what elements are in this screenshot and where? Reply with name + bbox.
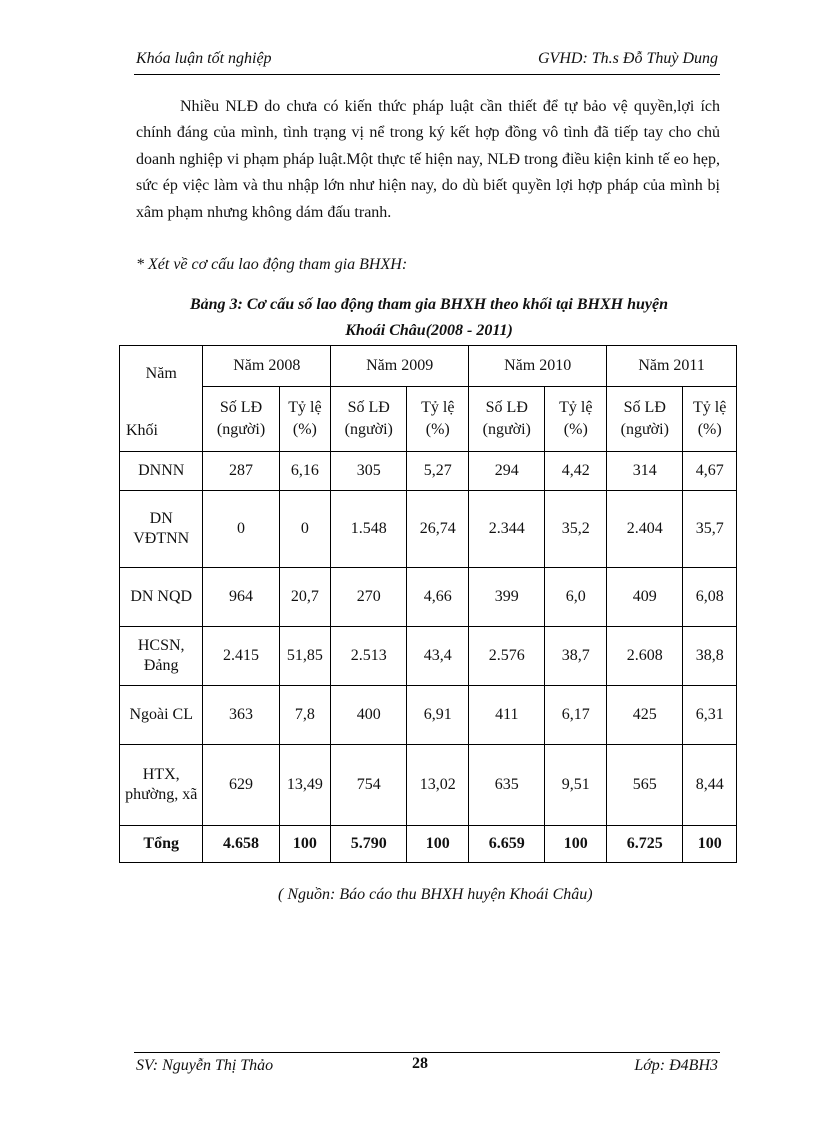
- table-cell: 629: [203, 745, 279, 826]
- table-corner-header: [120, 346, 203, 452]
- table-cell: 6,17: [545, 686, 607, 745]
- table-cell: 6,0: [545, 568, 607, 627]
- table-cell: 964: [203, 568, 279, 627]
- table-cell: 411: [469, 686, 545, 745]
- table-cell: 6.725: [607, 826, 683, 863]
- ratio-header: Tỷ lệ (%): [683, 387, 737, 452]
- table-cell: 635: [469, 745, 545, 826]
- row-label: Ngoài CL: [120, 686, 203, 745]
- row-label: Tổng: [120, 826, 203, 863]
- table-cell: 9,51: [545, 745, 607, 826]
- row-label: DN VĐTNN: [120, 491, 203, 568]
- table-cell: 1.548: [331, 491, 407, 568]
- footer-student: SV: Nguyễn Thị Thảo: [136, 1057, 274, 1074]
- year-header: Năm 2009: [331, 346, 469, 387]
- body-paragraph: Nhiều NLĐ do chưa có kiến thức pháp luật cần thiết để tự bảo vệ quyền,lợi ích chính đáng của mình, tình trạng vị nể trong ký kết hợp đồng vô tình đã tiếp tay cho chủ doanh nghiệp vi phạm pháp luật.Một thực tế hiện nay, NLĐ trong điều kiện kinh tế eo hẹp, sức ép việc làm và thu nhập lớn như hiện nay, do dù biết quyền lợi hợp pháp của mình bị xâm phạm nhưng không dám đấu tranh.: [136, 98, 720, 221]
- table-cell: 0: [279, 491, 331, 568]
- table-cell: 100: [683, 826, 737, 863]
- table-caption: [120, 292, 738, 344]
- page-footer: [134, 1052, 720, 1077]
- table-cell: 2.404: [607, 491, 683, 568]
- table-cell: 6,16: [279, 452, 331, 491]
- row-label: DN NQD: [120, 568, 203, 627]
- table-cell: 294: [469, 452, 545, 491]
- table-cell: 4.658: [203, 826, 279, 863]
- table-cell: 100: [279, 826, 331, 863]
- table-cell: 4,66: [407, 568, 469, 627]
- ratio-header: Tỷ lệ (%): [279, 387, 331, 452]
- table-cell: 43,4: [407, 627, 469, 686]
- table-cell: 4,42: [545, 452, 607, 491]
- page-header: [134, 48, 720, 75]
- table-cell: 314: [607, 452, 683, 491]
- table-cell: 7,8: [279, 686, 331, 745]
- count-header: Số LĐ (người): [203, 387, 279, 452]
- table-cell: 425: [607, 686, 683, 745]
- table-row: [120, 452, 737, 491]
- table-cell: 0: [203, 491, 279, 568]
- table-cell: 305: [331, 452, 407, 491]
- table-cell: 35,7: [683, 491, 737, 568]
- year-header: Năm 2010: [469, 346, 607, 387]
- table-cell: 400: [331, 686, 407, 745]
- table-cell: 2.415: [203, 627, 279, 686]
- year-header: Năm 2011: [607, 346, 737, 387]
- table-cell: 26,74: [407, 491, 469, 568]
- corner-sector-label: Khối: [126, 422, 158, 439]
- table-cell: 51,85: [279, 627, 331, 686]
- table-row: [120, 627, 737, 686]
- table-cell: 287: [203, 452, 279, 491]
- count-header: Số LĐ (người): [469, 387, 545, 452]
- table-cell: 6,31: [683, 686, 737, 745]
- table-cell: 565: [607, 745, 683, 826]
- labor-structure-table: [119, 345, 737, 863]
- ratio-header: Tỷ lệ (%): [407, 387, 469, 452]
- table-cell: 754: [331, 745, 407, 826]
- row-label: HTX, phường, xã: [120, 745, 203, 826]
- table-cell: 6,91: [407, 686, 469, 745]
- table-cell: 13,49: [279, 745, 331, 826]
- total-row: [120, 826, 737, 863]
- table-cell: 399: [469, 568, 545, 627]
- table-cell: 100: [407, 826, 469, 863]
- table-cell: 35,2: [545, 491, 607, 568]
- table-cell: 363: [203, 686, 279, 745]
- row-label: DNNN: [120, 452, 203, 491]
- table-cell: 2.344: [469, 491, 545, 568]
- count-header: Số LĐ (người): [331, 387, 407, 452]
- table-cell: 100: [545, 826, 607, 863]
- table-cell: 4,67: [683, 452, 737, 491]
- table-source: ( Nguồn: Báo cáo thu BHXH huyện Khoái Châu): [278, 886, 593, 903]
- footer-class: Lớp: Đ4BH3: [634, 1057, 718, 1074]
- caption-line-1: Bảng 3: Cơ cấu số lao động tham gia BHXH theo khối tại BHXH huyện: [189, 296, 668, 313]
- caption-line-2: Khoái Châu(2008 - 2011): [345, 322, 513, 339]
- table-cell: 13,02: [407, 745, 469, 826]
- table-row: [120, 686, 737, 745]
- table-cell: 5.790: [331, 826, 407, 863]
- table-cell: 6,08: [683, 568, 737, 627]
- year-header: Năm 2008: [203, 346, 331, 387]
- section-note: * Xét về cơ cấu lao động tham gia BHXH:: [136, 256, 408, 273]
- table-cell: 8,44: [683, 745, 737, 826]
- table-row: [120, 745, 737, 826]
- ratio-header: Tỷ lệ (%): [545, 387, 607, 452]
- table-cell: 270: [331, 568, 407, 627]
- table-cell: 38,7: [545, 627, 607, 686]
- table-cell: 20,7: [279, 568, 331, 627]
- table-cell: 2.576: [469, 627, 545, 686]
- corner-year-label: Năm: [145, 365, 177, 382]
- table-cell: 2.513: [331, 627, 407, 686]
- table-cell: 409: [607, 568, 683, 627]
- table-cell: 38,8: [683, 627, 737, 686]
- table-row: [120, 491, 737, 568]
- header-supervisor: GVHD: Th.s Đỗ Thuỳ Dung: [538, 50, 718, 67]
- table-cell: 2.608: [607, 627, 683, 686]
- header-title: Khóa luận tốt nghiệp: [136, 50, 272, 67]
- table-cell: 6.659: [469, 826, 545, 863]
- table-row: [120, 568, 737, 627]
- row-label: HCSN, Đảng: [120, 627, 203, 686]
- table-cell: 5,27: [407, 452, 469, 491]
- page-number: 28: [412, 1055, 428, 1072]
- count-header: Số LĐ (người): [607, 387, 683, 452]
